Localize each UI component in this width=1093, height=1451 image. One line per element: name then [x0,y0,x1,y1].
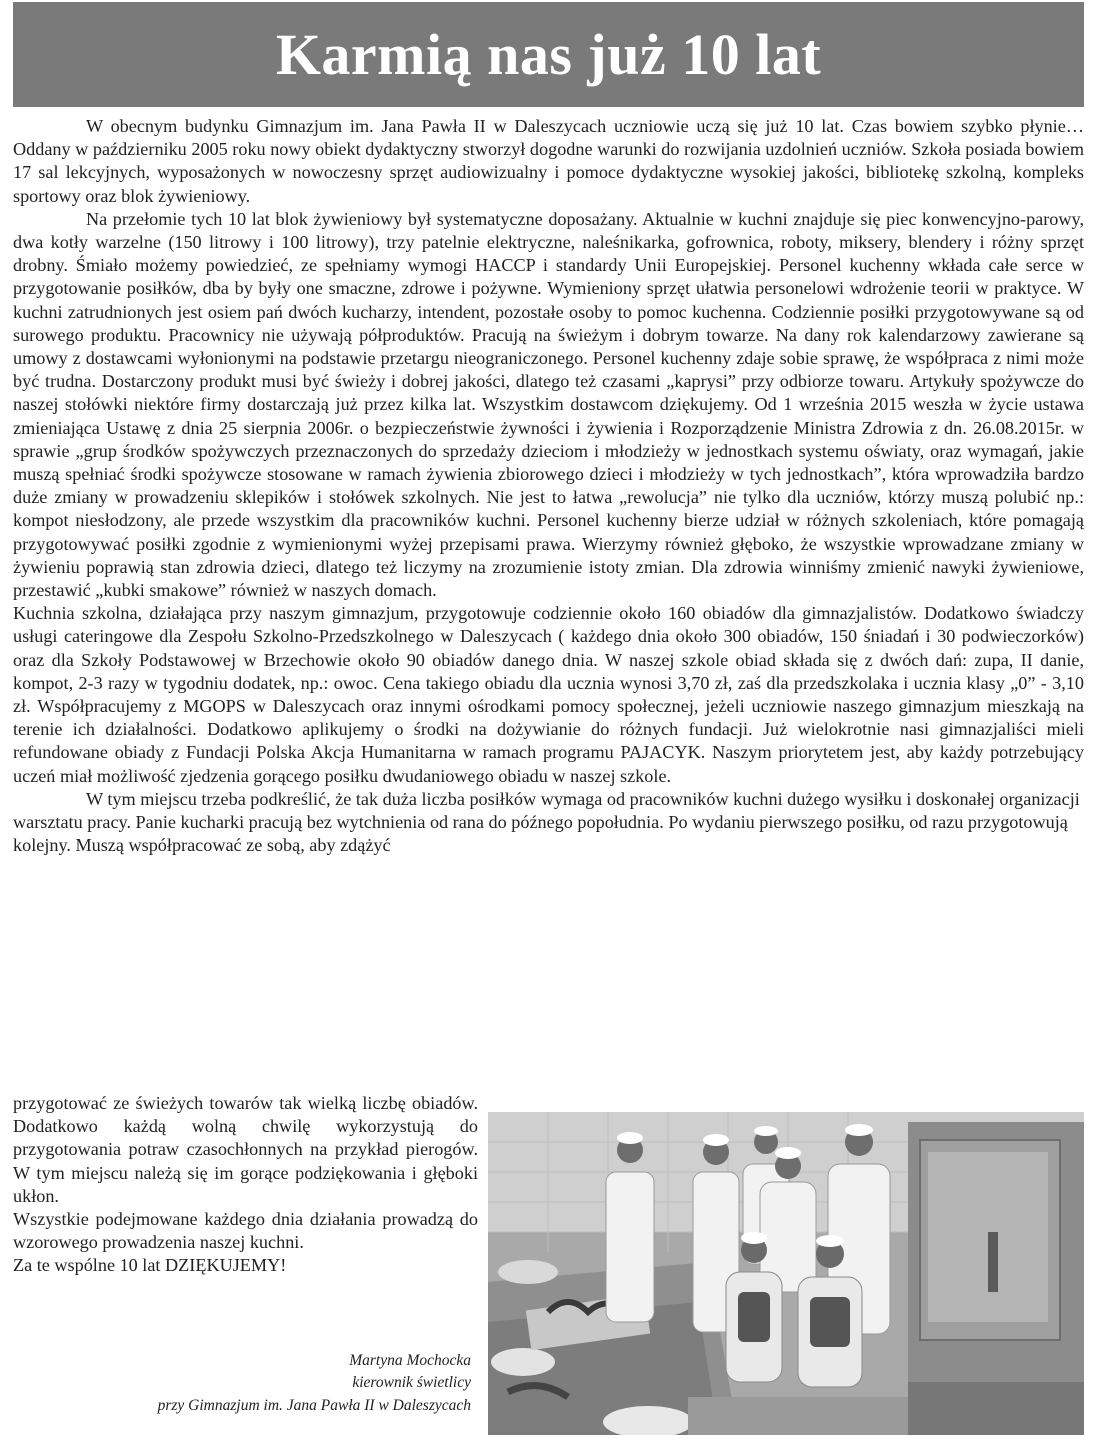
paragraph-dziekujemy: Za te wspólne 10 lat DZIĘKUJEMY! [13,1255,287,1276]
article-title: Karmią nas już 10 lat [275,22,822,87]
title-banner [13,2,1084,107]
paragraph-catering: Kuchnia szkolna, działająca przy naszym gimnazjum, przygotowuje codziennie około 160 obiadów dla gimnazjalistów. Dodatkowo świadczy usługi cateringowe dla Zespołu Szkolno-Przedszkolnego w Daleszycach ( każdego dnia około 300 obiadów, 150 śniadań i 30 podwieczorków) oraz dla Szkoły Podstawowej w Brzechowie około 90 obiadów danego dnia. W naszej szkole obiad składa się z dwóch dań: zupa, II danie, kompot, 2-3 razy w tygodniu dodatek, np.: owoc. Cena takiego obiadu dla ucznia wynosi 3,70 zł, zaś dla przedszkolaka i ucznia klasy „0” - 3,10 zł. Współpracujemy z MGOPS w Daleszycach oraz innymi ośrodkami pomocy społecznej, jeżeli uczniowie naszego gimnazjum mieszkają na terenie ich działalności. Dodatkowo aplikujemy o środki na dożywianie do różnych fundacji. Już wielokrotnie nasi gimnazjaliści mieli refundowane obiady z Fundacji Polska Akcja Humanitarna w ramach programu PAJACYK. Naszym priorytetem jest, aby każdy potrzebujący uczeń miał możliwość zjedzenia gorącego posiłku dwudaniowego obiadu w naszej szkole. [13,603,1084,786]
author-role: kierownik świetlicy [352,1374,471,1392]
paragraph-thanks-intro: W tym miejscu trzeba podkreślić, że tak duża liczba posiłków wymaga od pracowników kuchni dużego wysiłku i doskonałej organizacji warsztatu pracy. Panie kucharki pracują bez wytchnienia od rana do późnego popołudnia. Po wydaniu pierwszego posiłku, od razu przygotowują kolejny. Muszą współpracować ze sobą, aby zdążyć [13,788,1080,856]
paragraph-thanks-continued: przygotować ze świeżych towarów tak wielką liczbę obiadów. Dodatkowo każdą wolną chwilę wykorzystują do przygotowania potraw czasochłonnych na przykład pierogów. W tym miejscu należą się im gorące podziękowania i głęboki ukłon. [13,1093,478,1206]
author-signature [13,1350,471,1417]
author-place: przy Gimnazjum im. Jana Pawła II w Daleszycach [157,1396,471,1414]
author-name: Martyna Mochocka [349,1352,471,1369]
paragraph-closing: Wszystkie podejmowane każdego dnia działania prowadzą do wzorowego prowadzenia naszej kuchni. [13,1209,478,1253]
kitchen-staff-photo [488,1112,1084,1435]
article-body [13,115,1084,858]
article-lower-column [13,1092,478,1278]
paragraph-equipment: Na przełomie tych 10 lat blok żywieniowy był systematyczne doposażany. Aktualnie w kuchni znajduje się piec konwencyjno-parowy, dwa kotły warzelne (150 litrowy i 100 litrowy), trzy patelnie elektryczne, naleśnikarka, gofrownica, roboty, miksery, blendery i różny sprzęt drobny. Śmiało możemy powiedzieć, ze spełniamy wymogi HACCP i standardy Unii Europejskiej. Personel kuchenny wkłada całe serce w przygotowanie posiłków, dba by były one smaczne, zdrowe i pożywne. Wymieniony sprzęt ułatwia personelowi wdrożenie teorii w praktyce. W kuchni zatrudnionych jest osiem pań dwóch kucharzy, intendent, pozostałe osoby to pomoc kuchenna. Codziennie posiłki przygotowywane są od surowego produktu. Pracownicy nie używają półproduktów. Pracują na świeżym i dobrym towarze. Na dany rok kalendarzowy zawierane są umowy z dostawcami wyłonionymi na podstawie przetargu nieograniczonego. Personel kuchenny zdaje sobie sprawę, że współpraca z nimi może być trudna. Dostarczony produkt musi być świeży i dobrej jakości, dlatego też czasami „kaprysi” przy odbiorze towaru. Artykuły spożywcze do naszej stołówki niektóre firmy dostarczają już przez kilka lat. Wszystkim dostawcom dziękujemy. Od 1 września 2015 weszła w życie ustawa zmieniająca Ustawę z dnia 25 sierpnia 2006r. o bezpieczeństwie żywności i żywienia i Rozporządzenie Ministra Zdrowia z dn. 26.08.2015r. w sprawie „grup środków spożywczych przeznaczonych do sprzedaży dzieciom i młodzieży w jednostkach systemu oświaty, oraz wymagań, jakie muszą spełniać środki spożywcze stosowane w ramach żywienia zbiorowego dzieci i młodzieży w tych jednostkach”, która wprowadziła bardzo duże zmiany w prowadzeniu sklepików i stołówek szkolnych. Nie jest to łatwa „rewolucja” nie tylko dla uczniów, którzy muszą polubić np.: kompot niesłodzony, ale przede wszystkim dla pracowników kuchni. Personel kuchenny bierze udział w różnych szkoleniach, które pomagają przygotowywać posiłki zgodnie z wymienionymi wyżej przepisami prawa. Wierzymy również głęboko, że wszystkie wprowadzane zmiany w żywieniu poprawią stan zdrowia dzieci, dlatego też liczymy na zrozumienie istoty zmian. Dla zdrowia winniśmy zmienić nawyki żywieniowe, przestawić „kubki smakowe” również w naszych domach. [13,208,1084,601]
paragraph-intro: W obecnym budynku Gimnazjum im. Jana Pawła II w Daleszycach uczniowie uczą się już 10 lat. Czas bowiem szybko płynie… Oddany w październiku 2005 roku nowy obiekt dydaktyczny stworzył dogodne warunki do rozwijania uzdolnień uczniów. Szkoła posiada bowiem 17 sal lekcyjnych, wyposażonych w nowoczesny sprzęt audiowizualny i pomoce dydaktyczne wysokiej jakości, bibliotekę szkolną, kompleks sportowy oraz blok żywieniowy. [13,116,1084,206]
photo-illustration [488,1112,1084,1435]
